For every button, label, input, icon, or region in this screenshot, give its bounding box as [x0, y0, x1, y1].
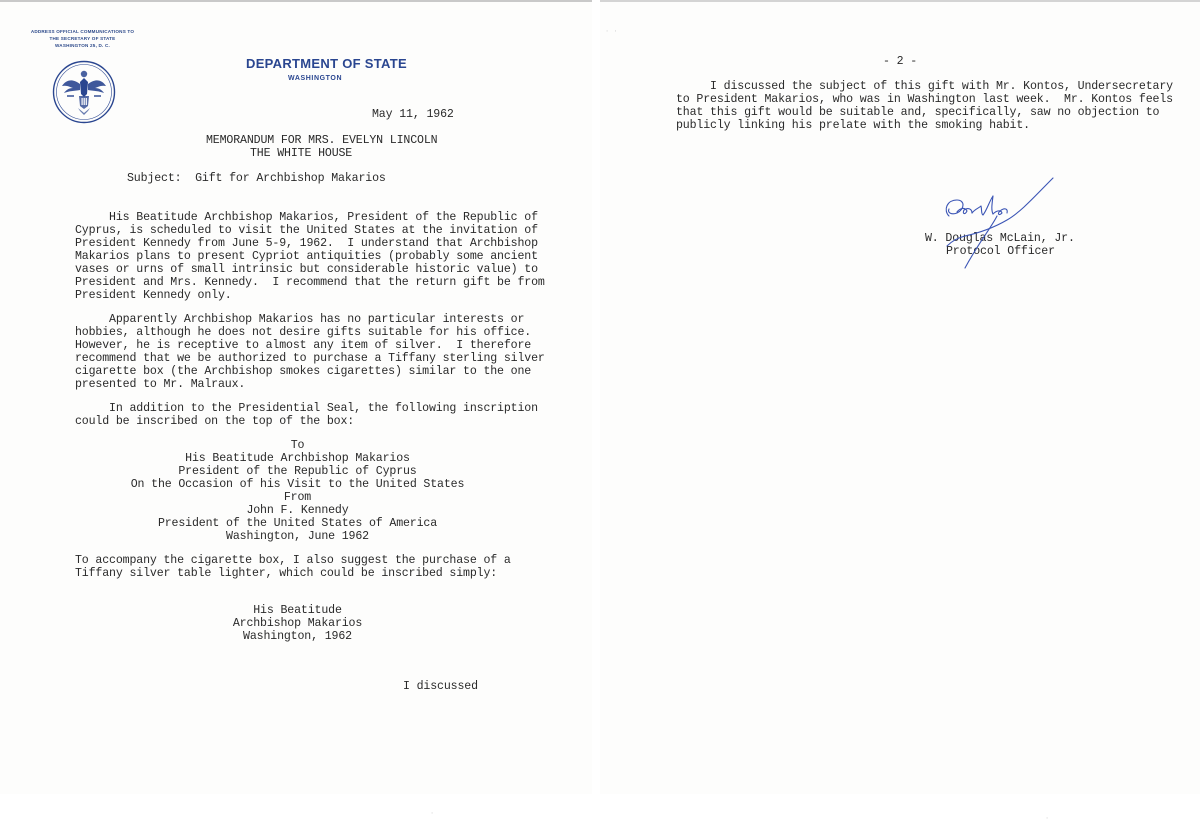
- para1-line: His Beatitude Archbishop Makarios, President of the Republic of: [75, 211, 538, 224]
- signer-title: Protocol Officer: [946, 245, 1055, 258]
- para2-line: cigarette box (the Archbishop smokes cigarettes) similar to the one: [75, 365, 532, 378]
- para2-line: recommend that we be authorized to purchase a Tiffany sterling silver: [75, 352, 545, 365]
- scan-speck: · ·: [605, 28, 618, 36]
- para2-line: Apparently Archbishop Makarios has no particular interests or: [75, 313, 525, 326]
- p2-para-line: that this gift would be suitable and, specifically, saw no objection to: [676, 106, 1160, 119]
- para2-line: hobbies, although he does not desire gifts suitable for his office.: [75, 326, 532, 339]
- inscription2-line: Archbishop Makarios: [232, 617, 363, 630]
- para1-line: vases or urns of small intrinsic but considerable historic value) to: [75, 263, 538, 276]
- para3-line: In addition to the Presidential Seal, the following inscription: [75, 402, 538, 415]
- inscription2-line: His Beatitude: [253, 604, 342, 617]
- inscription-line: From: [283, 491, 312, 504]
- inscription-line: On the Occasion of his Visit to the United States: [130, 478, 465, 491]
- catchword: I discussed: [403, 680, 478, 693]
- letter-page-1: [0, 0, 592, 794]
- para4-line: Tiffany silver table lighter, which could be inscribed simply:: [75, 567, 498, 580]
- return-address-line-2: THE SECRETARY OF STATE: [49, 36, 116, 41]
- inscription-line: John F. Kennedy: [246, 504, 349, 517]
- para1-line: President Kennedy only.: [75, 289, 232, 302]
- return-address-line-3: WASHINGTON 25, D. C.: [55, 43, 110, 48]
- para1-line: Cyprus, is scheduled to visit the United States at the invitation of: [75, 224, 538, 237]
- p2-para-line: to President Makarios, who was in Washington last week. Mr. Kontos feels: [676, 93, 1173, 106]
- inscription-line: To: [290, 439, 305, 452]
- scan-speck: ·: [1045, 815, 1050, 823]
- signer-name: W. Douglas McLain, Jr.: [925, 232, 1075, 245]
- p2-para-line: publicly linking his prelate with the smoking habit.: [676, 119, 1030, 132]
- para1-line: President and Mrs. Kennedy. I recommend that the return gift be from: [75, 276, 545, 289]
- inscription-line: President of the United States of America: [157, 517, 438, 530]
- inscription2-line: Washington, 1962: [243, 630, 352, 643]
- para4-line: To accompany the cigarette box, I also suggest the purchase of a: [75, 554, 511, 567]
- para2-line: presented to Mr. Malraux.: [75, 378, 246, 391]
- memo-recipient: MEMORANDUM FOR MRS. EVELYN LINCOLN: [206, 134, 438, 147]
- handwritten-signature: [935, 176, 1055, 271]
- para3-line: could be inscribed on the top of the box:: [75, 415, 355, 428]
- p2-para-line: I discussed the subject of this gift with Mr. Kontos, Undersecretary: [676, 80, 1173, 93]
- department-title: DEPARTMENT OF STATE: [246, 56, 407, 71]
- great-seal-icon: [52, 60, 116, 124]
- memo-recipient-org: THE WHITE HOUSE: [250, 147, 353, 160]
- scan-speck: ·: [430, 810, 435, 818]
- para2-line: However, he is receptive to almost any item of silver. I therefore: [75, 339, 532, 352]
- page-number: - 2 -: [882, 55, 918, 68]
- memo-subject: Subject: Gift for Archbishop Makarios: [127, 172, 386, 185]
- para1-line: Makarios plans to present Cypriot antiquities (probably some ancient: [75, 250, 538, 263]
- inscription-line: Washington, June 1962: [226, 530, 369, 543]
- return-address: [10, 28, 155, 49]
- letter-page-2: [600, 0, 1200, 794]
- inscription-line: President of the Republic of Cyprus: [178, 465, 417, 478]
- inscription-line: His Beatitude Archbishop Makarios: [185, 452, 410, 465]
- return-address-line-1: ADDRESS OFFICIAL COMMUNICATIONS TO: [30, 29, 135, 34]
- department-city: WASHINGTON: [288, 75, 343, 82]
- para1-line: President Kennedy from June 5-9, 1962. I understand that Archbishop: [75, 237, 538, 250]
- memo-date: May 11, 1962: [372, 108, 454, 121]
